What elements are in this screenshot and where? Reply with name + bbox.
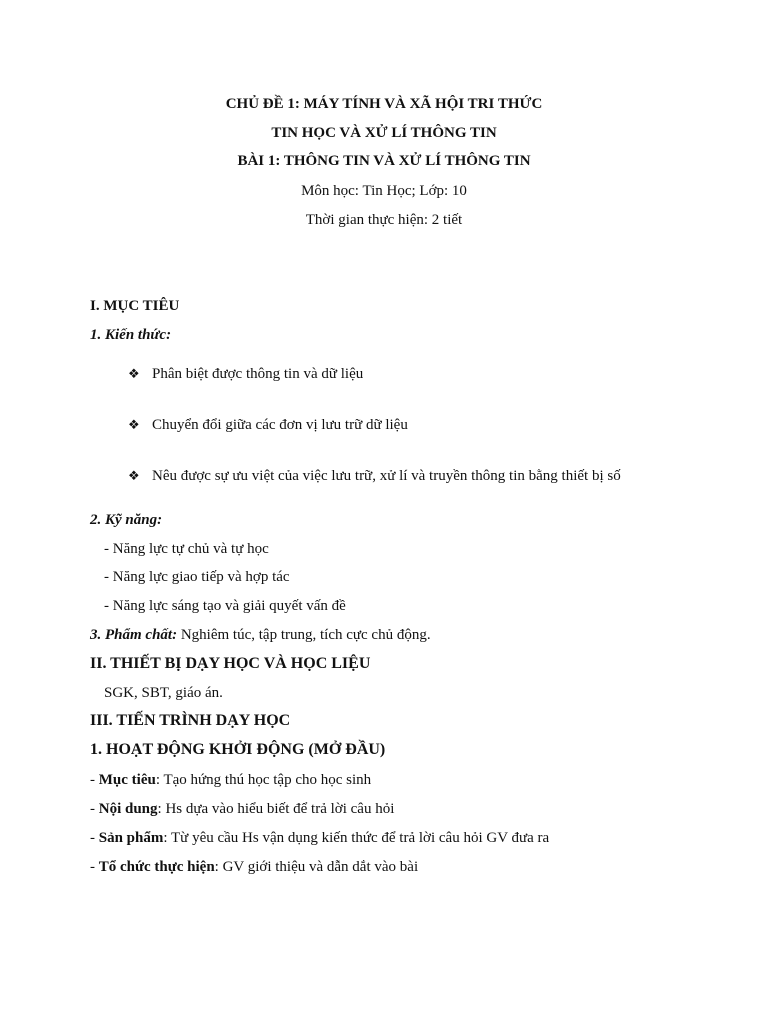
qualities-line (90, 625, 431, 645)
qualities-heading: 3. Phẩm chất: (90, 627, 178, 643)
activity-row: - Nội dung: Hs dựa vào hiểu biết để trả lời câu hỏi (90, 801, 395, 817)
subject-line: Môn học: Tin Học; Lớp: 10 (301, 183, 467, 199)
subtopic-title: TIN HỌC VÀ XỬ LÍ THÔNG TIN (271, 125, 497, 141)
activity-row-text: : Hs dựa vào hiểu biết để trả lời câu hỏi (157, 801, 395, 817)
activity-row-text: : Từ yêu cầu Hs vận dụng kiến thức để trả lời câu hỏi GV đưa ra (163, 830, 550, 846)
lesson-title: BÀI 1: THÔNG TIN VÀ XỬ LÍ THÔNG TIN (237, 153, 531, 169)
activity-1-heading: 1. HOẠT ĐỘNG KHỞI ĐỘNG (MỞ ĐẦU) (90, 741, 386, 758)
activity-row-text: : Tạo hứng thú học tập cho học sinh (155, 772, 372, 788)
qualities-text: Nghiêm túc, tập trung, tích cực chủ động. (180, 627, 431, 643)
diamond-bullet-icon: ❖ (128, 417, 140, 432)
activity-row: - Tổ chức thực hiện: GV giới thiệu và dẫn dắt vào bài (90, 859, 419, 875)
skills-heading: 2. Kỹ năng: (90, 512, 163, 528)
activity-row: - Sản phẩm: Từ yêu cầu Hs vận dụng kiến thức để trả lời câu hỏi GV đưa ra (90, 830, 550, 846)
skill-item: - Năng lực giao tiếp và hợp tác (104, 569, 290, 585)
activity-row: - Mục tiêu: Tạo hứng thú học tập cho học sinh (90, 772, 372, 788)
section-1-heading: I. MỤC TIÊU (90, 298, 180, 314)
activity-row-label: Sản phẩm (98, 830, 164, 846)
activity-row-label: Mục tiêu (98, 772, 156, 788)
knowledge-item: ❖ Chuyển đổi giữa các đơn vị lưu trữ dữ liệu (128, 417, 408, 433)
section-3-heading: III. TIẾN TRÌNH DẠY HỌC (90, 712, 291, 729)
knowledge-item: ❖ Nêu được sự ưu việt của việc lưu trữ, xử lí và truyền thông tin bằng thiết bị số (128, 468, 621, 484)
section-2-heading: II. THIẾT BỊ DẠY HỌC VÀ HỌC LIỆU (90, 655, 371, 672)
skill-item: - Năng lực tự chủ và tự học (104, 541, 269, 557)
knowledge-heading: 1. Kiến thức: (90, 327, 172, 343)
topic-title: CHỦ ĐỀ 1: MÁY TÍNH VÀ XÃ HỘI TRI THỨC (225, 96, 543, 112)
activity-row-label: Nội dung (98, 801, 158, 817)
diamond-bullet-icon: ❖ (128, 366, 140, 381)
materials-text: SGK, SBT, giáo án. (104, 685, 223, 701)
duration-line: Thời gian thực hiện: 2 tiết (305, 212, 463, 228)
diamond-bullet-icon: ❖ (128, 468, 140, 483)
knowledge-item: ❖ Phân biệt được thông tin và dữ liệu (128, 366, 364, 382)
activity-row-text: : GV giới thiệu và dẫn dắt vào bài (214, 859, 419, 875)
activity-row-label: Tổ chức thực hiện (98, 859, 215, 875)
skill-item: - Năng lực sáng tạo và giải quyết vấn đề (104, 598, 346, 614)
